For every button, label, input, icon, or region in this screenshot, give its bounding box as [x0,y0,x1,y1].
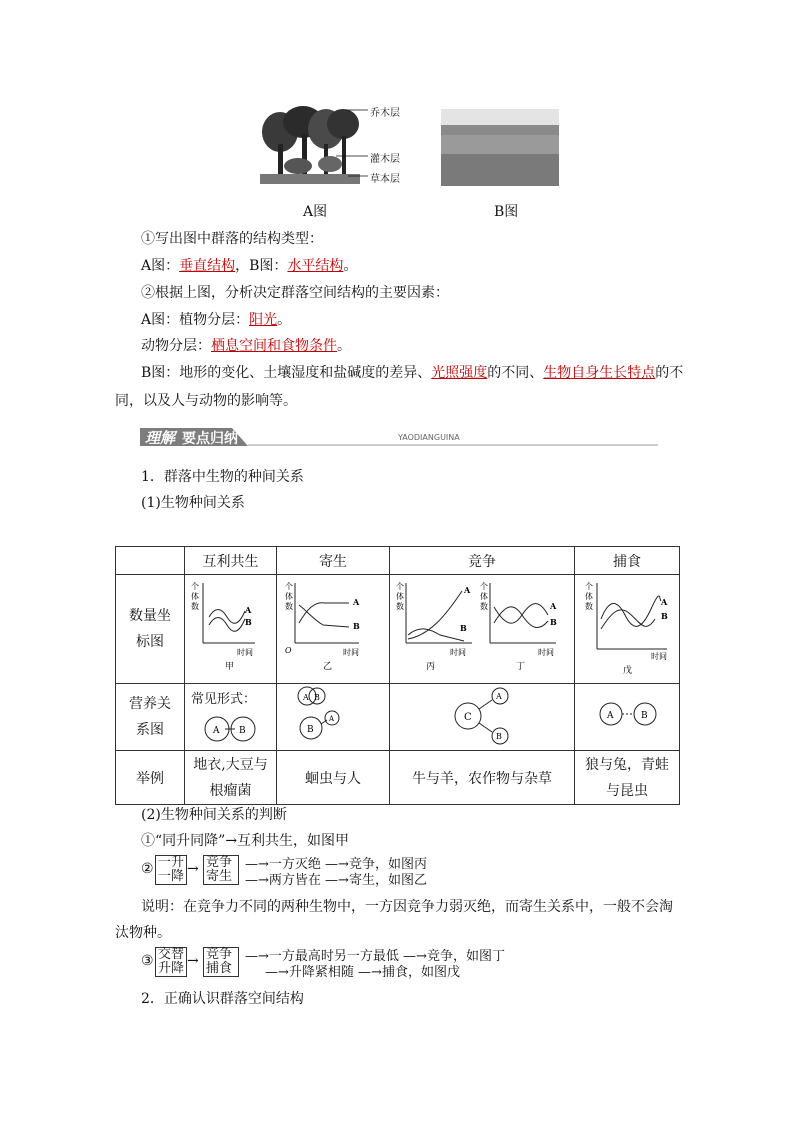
q1-a-prefix: A图： [141,258,180,274]
answer-sunlight: 阳光 [249,312,278,328]
competition-diagram [390,684,574,746]
svg-text:A: A [329,715,335,723]
example-parasitism: 蛔虫与人 [277,751,390,805]
example-mutualism: 地衣,大豆与根瘤菌 [185,751,277,805]
figure-a [258,104,418,188]
parasitism-diagram [277,684,389,746]
col-competition: 竞争 [390,547,575,575]
svg-text:个: 个 [480,582,488,591]
heading-2-sub: (2)生物种间关系的判断 [141,807,287,823]
b-end: 的不 [655,365,684,381]
col-parasitism: 寄生 [277,547,390,575]
corner-cell [116,547,185,575]
example-predation: 狼与兔，青蛙与昆虫 [575,751,680,805]
caption-a: A图 [303,204,328,220]
heading-2: 2．正确认识群落空间结构 [141,991,304,1007]
judge-2-num: ② [141,861,154,877]
chart-bing-ding [390,575,574,679]
svg-text:A: A [464,585,471,595]
svg-text:B: B [307,725,314,735]
series-b-label: B [245,617,252,627]
svg-text:个: 个 [396,582,404,591]
svg-text:个: 个 [585,582,593,591]
svg-text:B: B [661,611,668,621]
banner-tag: 理解 [145,429,176,447]
svg-text:个: 个 [285,582,293,591]
b-prefix: B图：地形的变化、土壤湿度和盐碱度的差异、 [141,365,432,381]
chart-wu [575,575,679,679]
svg-text:丁: 丁 [516,662,526,672]
col-mutualism: 互利共生 [185,547,277,575]
svg-text:A: A [607,711,614,721]
chart-name-jia: 甲 [225,662,235,672]
example-competition: 牛与羊，农作物与杂草 [390,751,575,805]
svg-text:体: 体 [191,592,199,601]
svg-text:B: B [314,693,320,702]
judge-2-r2: —→两方皆在 —→寄生，如图乙 [245,873,427,888]
row-label-nutrition: 营养关 系图 [116,684,185,751]
section-banner [140,428,658,446]
answer-habitat-food: 栖息空间和食物条件 [211,338,337,354]
grassland-photo [441,109,559,186]
svg-text:C: C [464,712,472,723]
svg-text:时间: 时间 [651,652,667,661]
chart-yi [277,575,389,679]
q1-answer-line [141,255,357,275]
judge-3-r1: —→一方最高时另一方最低 —→竞争，如图丁 [245,949,505,964]
svg-text:数: 数 [480,602,488,611]
banner-pinyin: YAODIANGUINA [398,433,460,442]
judge-2-brace: 一升 一降 [155,855,187,885]
judge-3-r2: —→升降紧相随 —→捕食，如图戊 [265,965,460,980]
svg-text:A: A [550,601,557,611]
banner-title: 要点归纳 [182,431,238,447]
plant-end: 。 [277,312,292,328]
nutrition-mutualism [185,684,277,751]
q2-title: ②根据上图，分析决定群落空间结构的主要因素： [141,285,449,301]
animal-prefix: 动物分层： [141,338,211,354]
mutualism-diagram [185,686,276,748]
svg-text:数: 数 [396,602,404,611]
svg-text:体: 体 [480,592,488,601]
series-a-label: A [245,605,252,615]
svg-text:B: B [550,617,557,627]
judge-2-r1: —→一方灭绝 —→竞争，如图丙 [245,857,427,872]
judge-3-brace: 交替 升降 [155,947,187,977]
svg-text:时间: 时间 [450,648,466,657]
nutrition-predation [575,684,680,751]
q1-title: ①写出图中群落的结构类型： [141,231,323,247]
q1-sep: ，B图： [235,258,288,274]
nutrition-parasitism [277,684,390,751]
svg-text:数: 数 [285,602,293,611]
svg-text:A: A [213,726,220,736]
q2-b-line [141,362,683,382]
svg-text:数: 数 [585,602,593,611]
svg-text:B: B [353,621,360,631]
answer-vertical-structure: 垂直结构 [179,258,236,274]
judge-3-num: ③ [141,953,154,969]
svg-text:B: B [496,732,502,741]
caption-b: B图 [494,204,519,220]
q1-end: 。 [343,258,358,274]
judge-1: ①“同升同降”→互利共生，如图甲 [141,833,350,849]
row-label-examples: 举例 [116,751,185,805]
svg-text:体: 体 [396,592,404,601]
judge-2-types: 竞争 寄生 [203,855,239,885]
heading-1-sub: (1)生物种间关系 [141,495,245,511]
svg-text:时间: 时间 [538,648,554,657]
note-line-2: 汰物种。 [115,925,171,941]
q2-b-line2: 同，以及人与动物的影响等。 [115,393,297,409]
judge-2 [141,853,481,887]
svg-text:A: A [303,693,309,702]
svg-text:丙: 丙 [426,662,436,672]
chart-cell-wu [575,575,680,684]
chart-cell-bing-ding [390,575,575,684]
common-form-label: 常见形式： [191,692,257,707]
col-predation: 捕食 [575,547,680,575]
row-label-charts: 数量坐 标图 [116,575,185,684]
svg-text:时间: 时间 [343,648,359,657]
svg-text:数: 数 [191,602,199,611]
chart-cell-yi [277,575,390,684]
q2-plant-line [141,309,291,329]
answer-growth-traits: 生物自身生长特点 [543,365,656,381]
animal-end: 。 [337,338,351,354]
b-mid: 的不同、 [487,365,544,381]
predation-diagram [575,684,679,746]
label-tree-layer: 乔木层 [370,108,400,119]
chart-cell-jia [185,575,277,684]
nutrition-competition [390,684,575,751]
q2-animal-line [141,335,351,355]
relations-table [115,546,680,805]
svg-text:体: 体 [285,592,293,601]
label-shrub-layer: 灌木层 [370,154,400,165]
svg-text:B: B [460,623,467,633]
heading-1: 1．群落中生物的种间关系 [141,469,304,485]
arrow-icon: → [187,953,199,969]
plant-prefix: A图：植物分层： [141,312,250,328]
note-line-1: 说明：在竞争力不同的两种生物中，一方因竞争力弱灭绝，而寄生关系中，一般不会淘 [141,899,673,915]
figure-b [441,109,559,186]
svg-text:A: A [496,692,502,701]
arrow-icon: → [187,861,199,877]
chart-jia [185,575,276,679]
x-label: 时间 [237,648,253,657]
svg-text:A: A [353,597,360,607]
label-herb-layer: 草本层 [370,174,400,185]
answer-light-intensity: 光照强度 [431,365,488,381]
svg-text:O: O [285,646,292,655]
judge-3-types: 竞争 捕食 [203,947,239,977]
svg-text:B: B [641,711,648,721]
svg-text:A: A [661,597,668,607]
y-label: 个 [191,582,199,591]
svg-text:B: B [239,726,246,736]
svg-text:乙: 乙 [323,662,333,672]
svg-text:戊: 戊 [623,666,633,676]
svg-text:体: 体 [585,592,593,601]
answer-horizontal-structure: 水平结构 [287,258,344,274]
judge-3 [141,945,561,979]
